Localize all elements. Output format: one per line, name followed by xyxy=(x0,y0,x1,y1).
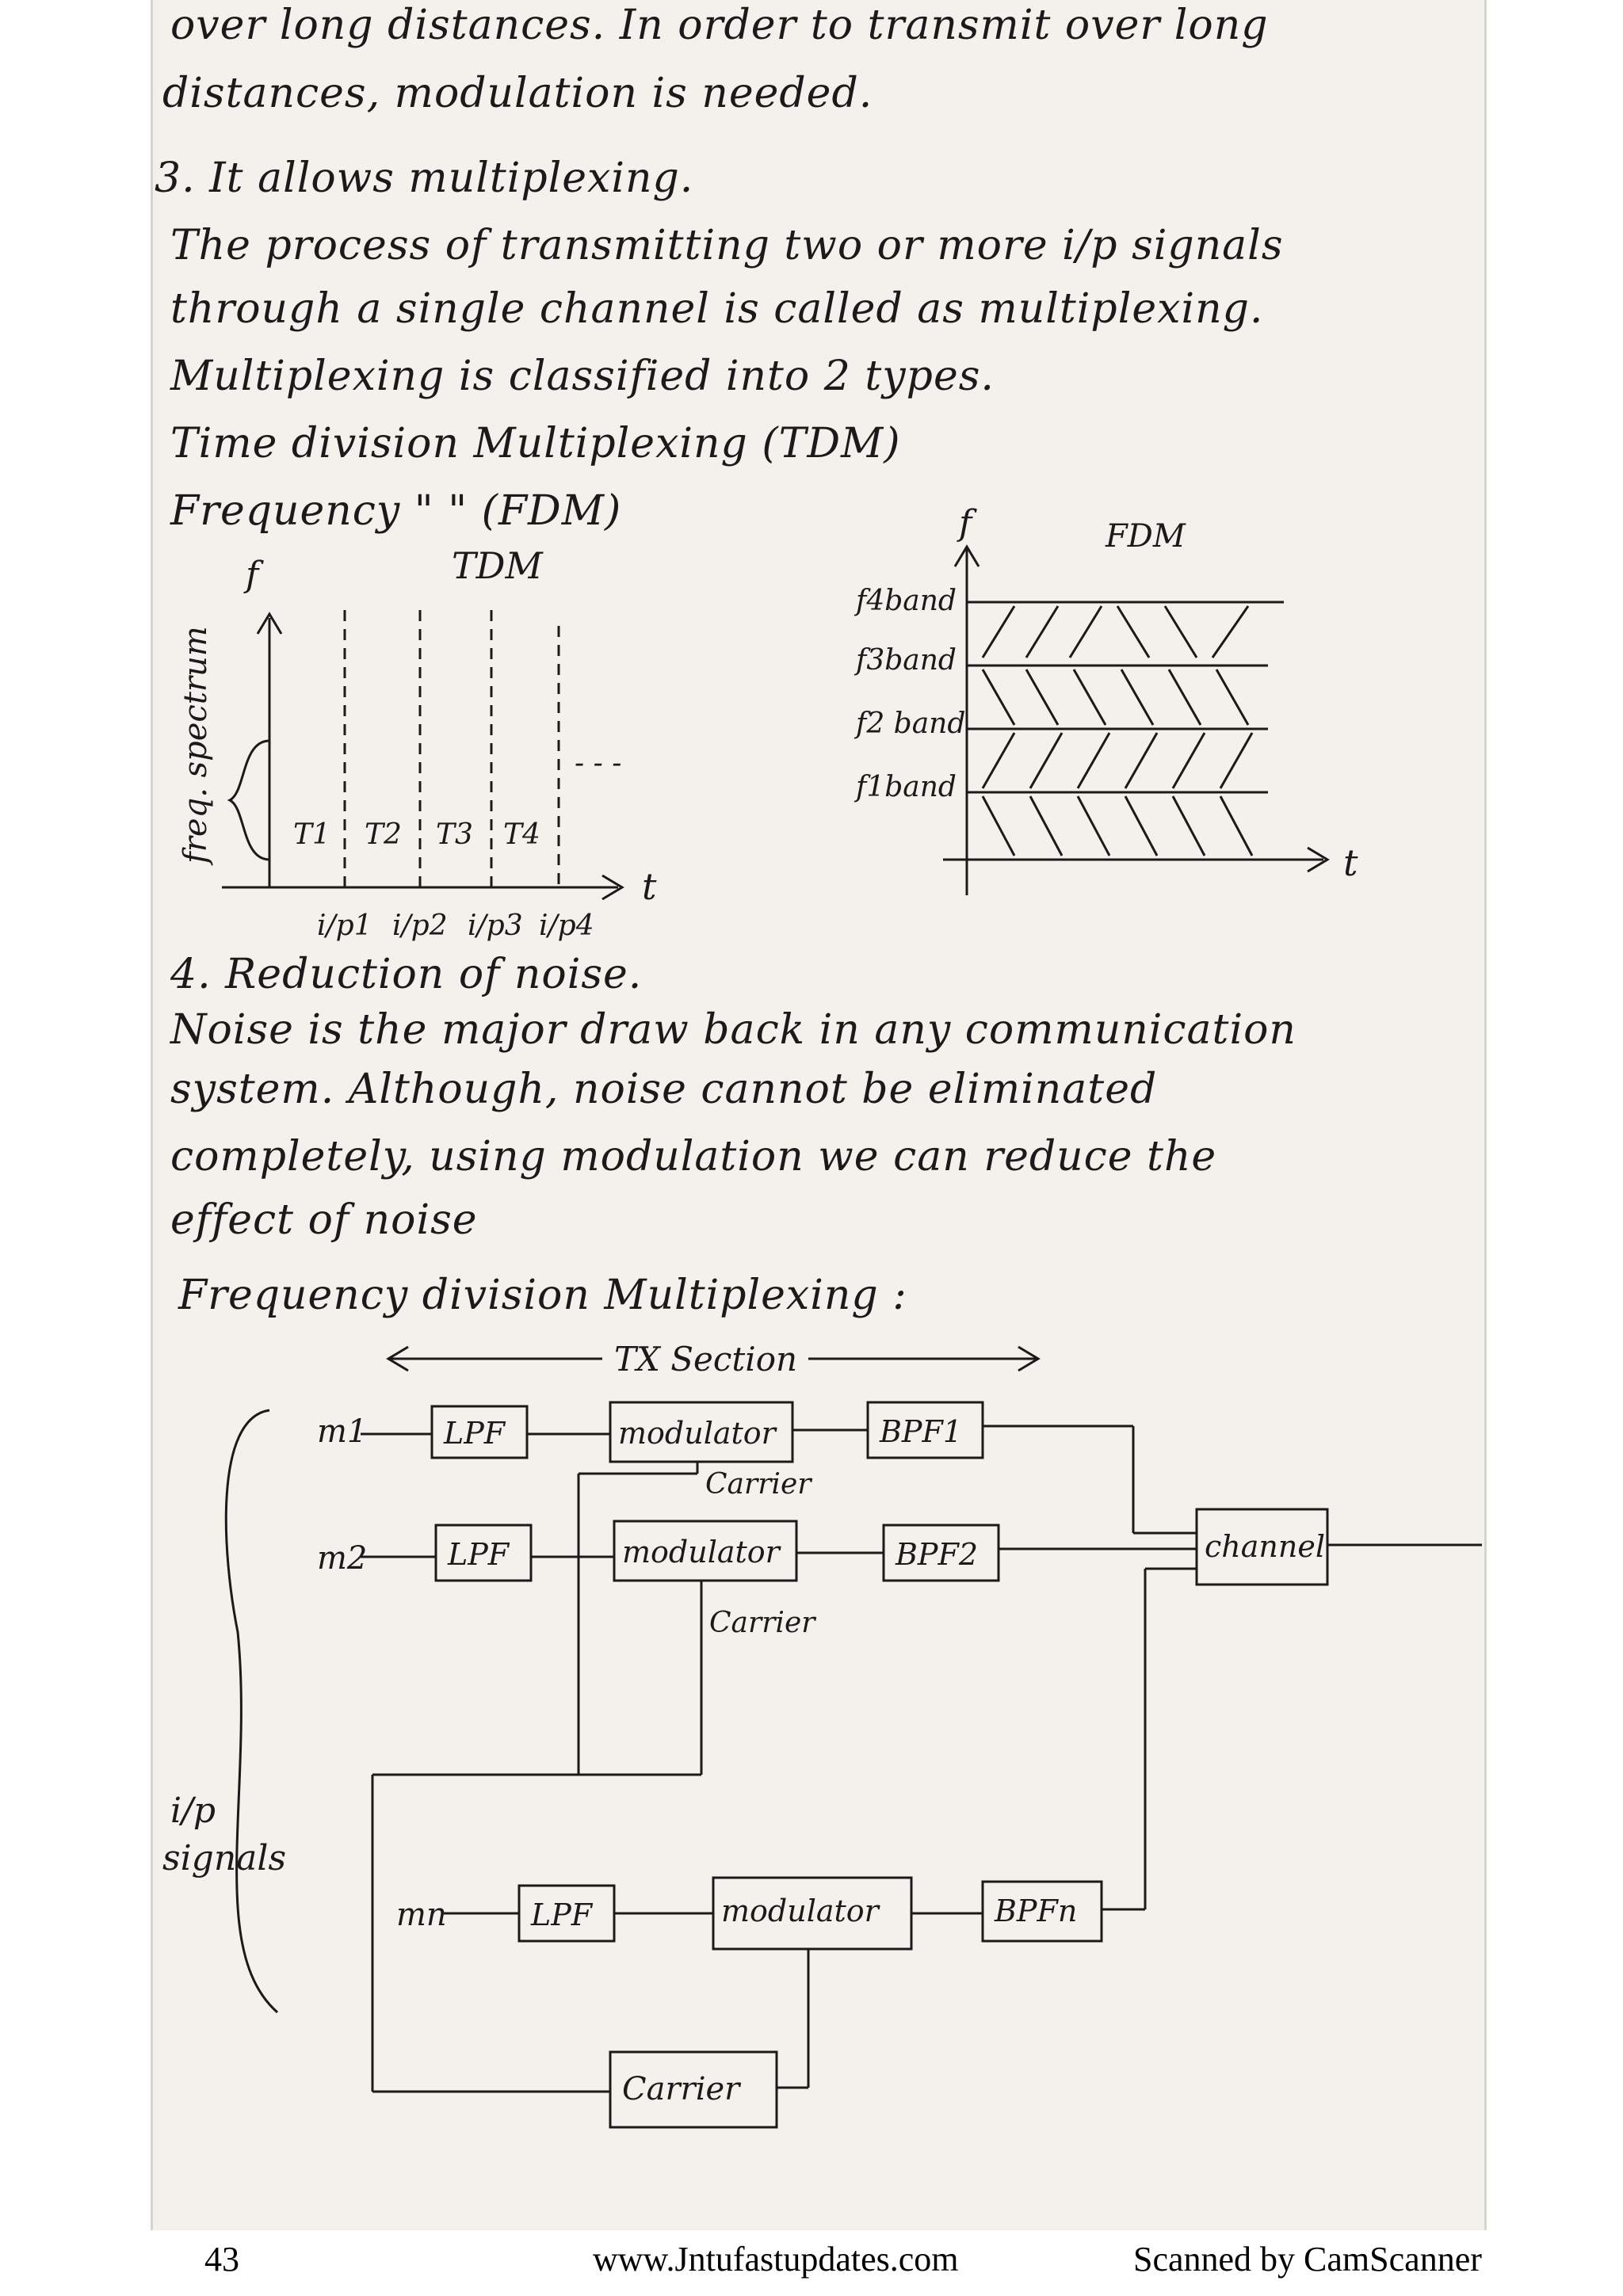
text-line: Time division Multiplexing (TDM) xyxy=(170,420,901,467)
text-line: through a single channel is called as multiplexing. xyxy=(170,285,1264,333)
scanner-credit: Scanned by CamScanner xyxy=(1133,2240,1482,2279)
fdm-diagram xyxy=(856,499,1411,911)
fdm-title: FDM xyxy=(1106,518,1186,555)
carrier-label: Carrier xyxy=(705,1468,812,1501)
input-group-label: i/p xyxy=(170,1791,216,1831)
tdm-slot-label: T4 xyxy=(503,818,540,851)
tdm-slot-label: T3 xyxy=(436,818,473,851)
input-label: m1 xyxy=(317,1413,368,1450)
tdm-input-label: i/p1 xyxy=(317,910,372,942)
tdm-diagram xyxy=(166,544,721,959)
website-footer: www.Jntufastupdates.com xyxy=(593,2240,959,2279)
fdm-band-label: f4band xyxy=(856,585,957,617)
carrier-label: Carrier xyxy=(709,1607,815,1639)
tdm-y-axis-label: f xyxy=(246,555,259,595)
tdm-input-label: i/p2 xyxy=(392,910,448,942)
tdm-side-label: freq. spectrum xyxy=(178,626,214,864)
input-group-label: signals xyxy=(162,1838,287,1878)
text-line: Noise is the major draw back in any communication xyxy=(170,1006,1296,1054)
tx-section-label: TX Section xyxy=(614,1340,798,1379)
text-line: completely, using modulation we can reduce the xyxy=(170,1133,1217,1180)
channel-label: channel xyxy=(1205,1529,1325,1564)
lpf-label: LPF xyxy=(444,1416,506,1451)
fdm-band-label: f3band xyxy=(856,644,957,677)
text-line: effect of noise xyxy=(170,1196,478,1244)
tdm-input-label: i/p4 xyxy=(539,910,594,942)
tdm-continuation: - - - xyxy=(575,747,622,780)
modulator-label: modulator xyxy=(618,1416,776,1451)
text-line: Frequency division Multiplexing : xyxy=(178,1272,907,1319)
text-line: 4. Reduction of noise. xyxy=(170,951,643,998)
text-line: over long distances. In order to transmit over long xyxy=(170,2,1269,49)
bpf-label: BPFn xyxy=(995,1894,1078,1928)
modulator-label: modulator xyxy=(622,1535,780,1569)
text-line: distances, modulation is needed. xyxy=(162,70,873,117)
fdm-y-axis-label: f xyxy=(959,503,972,543)
modulator-label: modulator xyxy=(721,1894,879,1928)
text-line: system. Although, noise cannot be eliminated xyxy=(170,1066,1158,1113)
carrier-box-label: Carrier xyxy=(622,2071,740,2107)
lpf-label: LPF xyxy=(531,1897,593,1932)
text-line: Frequency " " (FDM) xyxy=(170,487,622,535)
fdm-band-label: f2 band xyxy=(856,707,966,740)
text-line: 3. It allows multiplexing. xyxy=(155,154,694,202)
input-label: mn xyxy=(396,1897,447,1933)
input-label: m2 xyxy=(317,1540,368,1577)
text-line: The process of transmitting two or more i/p signals xyxy=(170,222,1284,269)
tdm-input-label: i/p3 xyxy=(468,910,523,942)
bpf-label: BPF1 xyxy=(880,1414,963,1449)
text-line: Multiplexing is classified into 2 types. xyxy=(170,353,995,400)
fdm-band-label: f1band xyxy=(856,771,957,803)
tdm-x-axis-label: t xyxy=(642,865,657,908)
fdm-block-diagram xyxy=(151,1315,1482,2187)
tdm-slot-label: T2 xyxy=(365,818,402,851)
bpf-label: BPF2 xyxy=(896,1537,979,1572)
fdm-x-axis-label: t xyxy=(1343,841,1358,884)
tdm-title: TDM xyxy=(452,544,543,587)
page-number: 43 xyxy=(204,2240,239,2279)
tdm-slot-label: T1 xyxy=(293,818,330,851)
lpf-label: LPF xyxy=(448,1537,510,1572)
